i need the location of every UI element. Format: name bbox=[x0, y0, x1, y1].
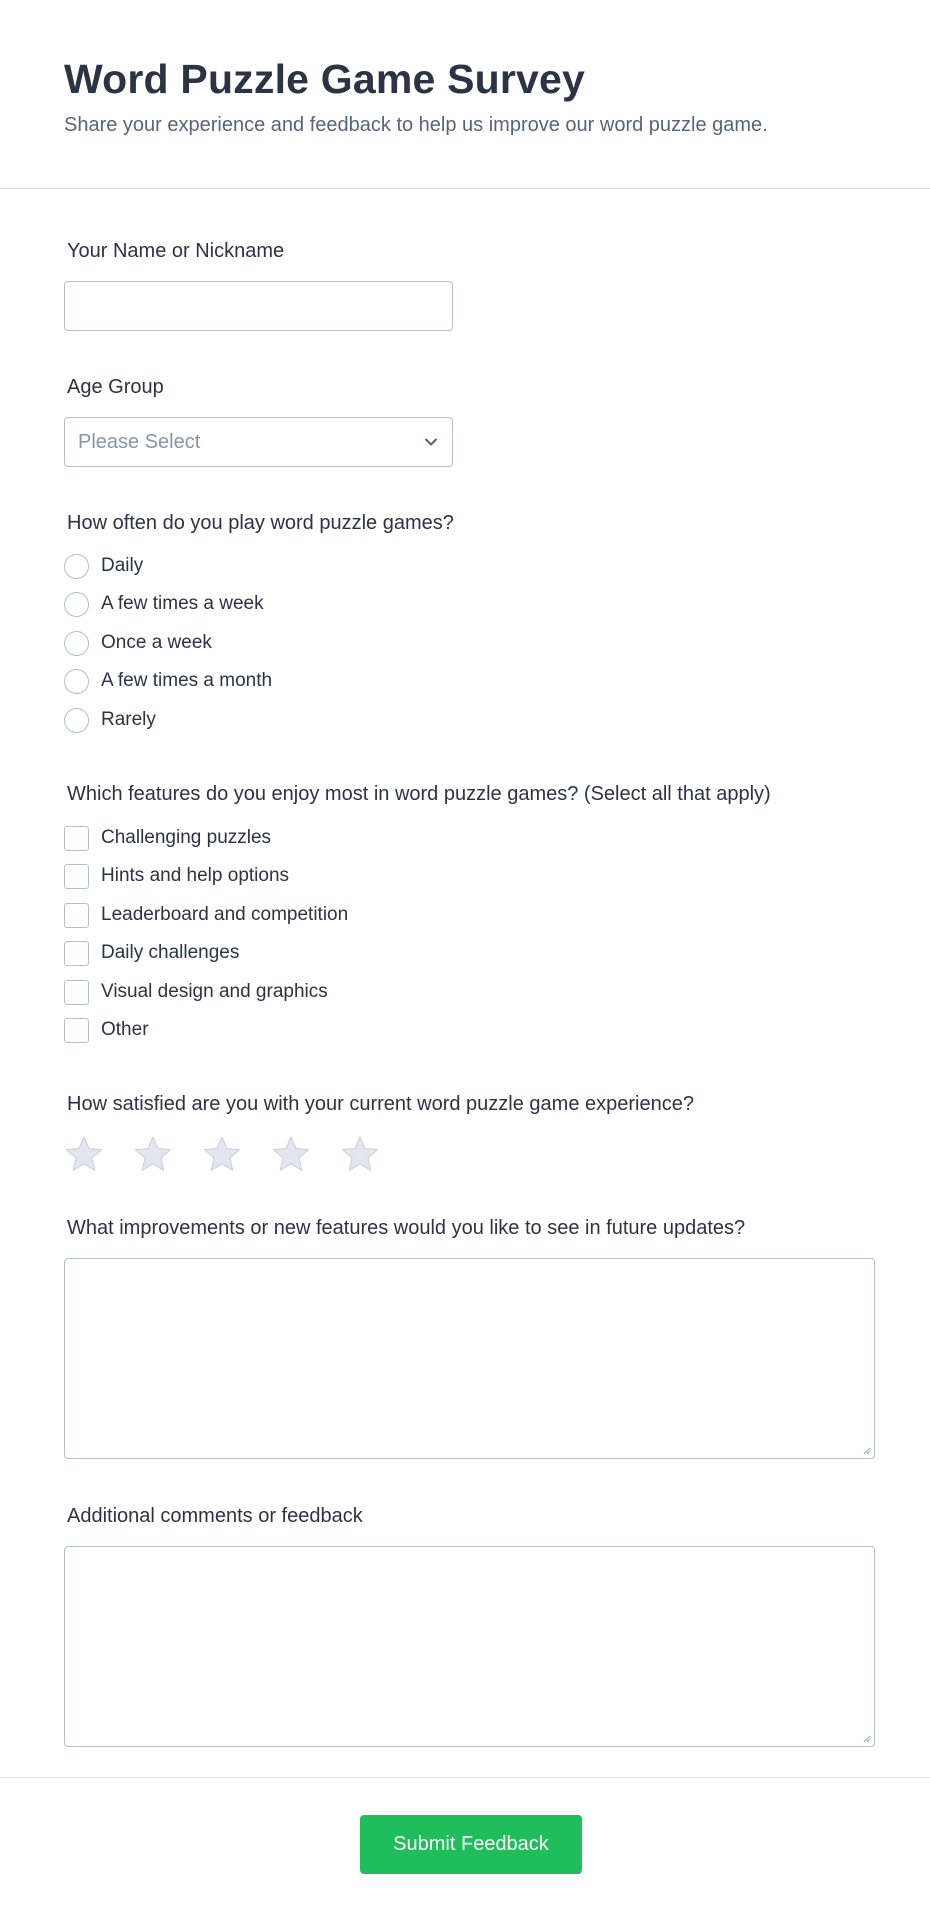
age-group-label: Age Group bbox=[67, 376, 164, 398]
feature-option[interactable] bbox=[64, 902, 348, 928]
feature-option[interactable] bbox=[64, 1017, 149, 1043]
name-input[interactable] bbox=[64, 281, 453, 331]
age-group-selected-value: Please Select bbox=[78, 430, 201, 453]
page-subtitle: Share your experience and feedback to help us improve our word puzzle game. bbox=[64, 114, 768, 136]
age-group-select[interactable] bbox=[64, 417, 453, 467]
improvements-label: What improvements or new features would you like to see in future updates? bbox=[67, 1217, 746, 1239]
resize-handle-icon[interactable] bbox=[861, 1733, 871, 1743]
radio-button[interactable] bbox=[64, 708, 89, 733]
resize-handle-icon[interactable] bbox=[861, 1445, 871, 1455]
star-icon[interactable] bbox=[271, 1134, 311, 1174]
checkbox[interactable] bbox=[64, 941, 89, 966]
feature-option-label: Daily challenges bbox=[101, 942, 240, 963]
star-icon[interactable] bbox=[340, 1134, 380, 1174]
checkbox[interactable] bbox=[64, 826, 89, 851]
comments-label: Additional comments or feedback bbox=[67, 1505, 363, 1527]
feature-option-label: Other bbox=[101, 1019, 149, 1040]
frequency-option-label: Daily bbox=[101, 555, 144, 576]
name-label: Your Name or Nickname bbox=[67, 240, 285, 262]
improvements-textarea[interactable] bbox=[64, 1258, 875, 1459]
feature-option-label: Visual design and graphics bbox=[101, 981, 328, 1002]
comments-textarea[interactable] bbox=[64, 1546, 875, 1747]
feature-option-label: Hints and help options bbox=[101, 865, 290, 886]
star-icon[interactable] bbox=[202, 1134, 242, 1174]
feature-option-label: Challenging puzzles bbox=[101, 827, 272, 848]
frequency-option-label: Rarely bbox=[101, 709, 156, 730]
feature-option[interactable] bbox=[64, 825, 271, 851]
frequency-label: How often do you play word puzzle games? bbox=[67, 512, 454, 534]
frequency-option[interactable] bbox=[64, 668, 272, 694]
radio-button[interactable] bbox=[64, 554, 89, 579]
frequency-option-label: Once a week bbox=[101, 632, 212, 653]
frequency-option[interactable] bbox=[64, 707, 156, 733]
frequency-option[interactable] bbox=[64, 591, 264, 617]
form-header bbox=[0, 0, 930, 189]
radio-button[interactable] bbox=[64, 631, 89, 656]
checkbox[interactable] bbox=[64, 903, 89, 928]
frequency-option-label: A few times a month bbox=[101, 670, 273, 691]
footer-divider bbox=[0, 1777, 930, 1778]
checkbox[interactable] bbox=[64, 1018, 89, 1043]
feature-option[interactable] bbox=[64, 863, 289, 889]
satisfaction-label: How satisfied are you with your current word puzzle game experience? bbox=[67, 1093, 694, 1115]
submit-feedback-button[interactable]: Submit Feedback bbox=[360, 1815, 582, 1874]
checkbox[interactable] bbox=[64, 864, 89, 889]
star-rating bbox=[64, 1134, 380, 1174]
chevron-down-icon bbox=[422, 433, 440, 451]
star-icon[interactable] bbox=[133, 1134, 173, 1174]
frequency-option-label: A few times a week bbox=[101, 593, 264, 614]
feature-option[interactable] bbox=[64, 979, 328, 1005]
radio-button[interactable] bbox=[64, 592, 89, 617]
feature-option-label: Leaderboard and competition bbox=[101, 904, 349, 925]
radio-button[interactable] bbox=[64, 669, 89, 694]
page-title: Word Puzzle Game Survey bbox=[64, 56, 586, 102]
feature-option[interactable] bbox=[64, 940, 239, 966]
features-label: Which features do you enjoy most in word puzzle games? (Select all that apply) bbox=[67, 783, 771, 805]
frequency-option[interactable] bbox=[64, 630, 212, 656]
star-icon[interactable] bbox=[64, 1134, 104, 1174]
checkbox[interactable] bbox=[64, 980, 89, 1005]
frequency-option[interactable] bbox=[64, 553, 143, 579]
